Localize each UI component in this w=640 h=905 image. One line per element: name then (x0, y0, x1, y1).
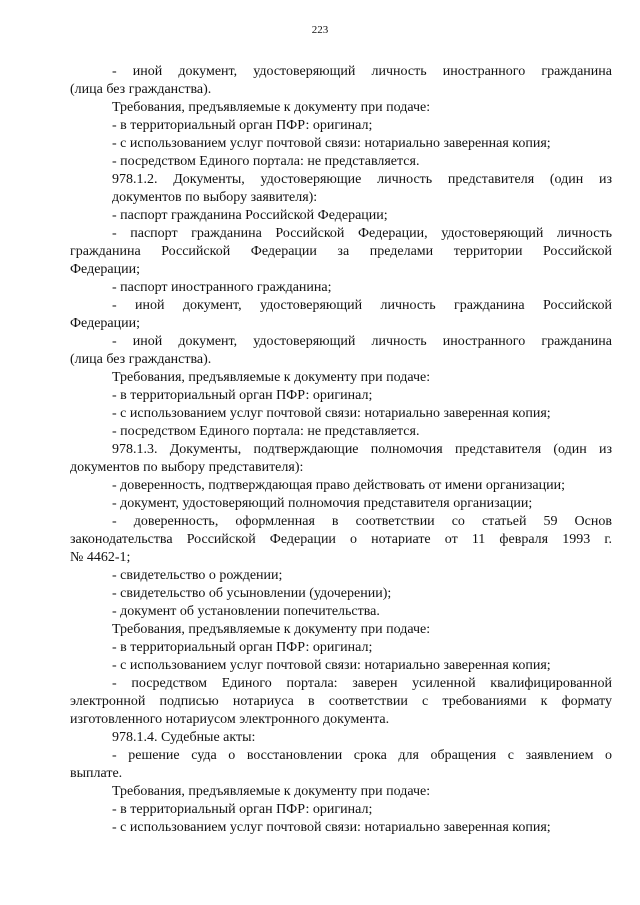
text-line: - иной документ, удостоверяющий личность гражданина Российской (112, 298, 612, 313)
text-line: - с использованием услуг почтовой связи: нотариально заверенная копия; (112, 658, 551, 673)
text-line: - с использованием услуг почтовой связи: нотариально заверенная копия; (112, 136, 551, 151)
text-line: Федерации; (70, 316, 141, 331)
text-line: - документ об установлении попечительства. (112, 604, 380, 619)
text-line: документов по выбору заявителя): (112, 190, 318, 205)
text-line: - доверенность, подтверждающая право действовать от имени организации; (112, 478, 565, 493)
text-line: - иной документ, удостоверяющий личность иностранного гражданина (112, 334, 612, 349)
text-line: - в территориальный орган ПФР: оригинал; (112, 388, 373, 403)
text-line: гражданина Российской Федерации за пределами территории Российской (70, 244, 612, 259)
text-line: (лица без гражданства). (70, 82, 212, 97)
text-line: Требования, предъявляемые к документу при подаче: (112, 370, 431, 385)
text-line: документов по выбору представителя): (70, 460, 304, 475)
text-line: электронной подписью нотариуса в соответствии с требованиями к формату (70, 694, 612, 709)
section-heading: 978.1.2. Документы, удостоверяющие личность представителя (один из (112, 172, 612, 187)
text-line: - паспорт гражданина Российской Федерации; (112, 208, 388, 223)
text-line: выплате. (70, 766, 123, 781)
text-line: № 4462-1; (70, 550, 131, 565)
text-line: - паспорт гражданина Российской Федерации, удостоверяющий личность (112, 226, 612, 241)
section-heading: 978.1.4. Судебные акты: (112, 730, 256, 745)
text-line: Требования, предъявляемые к документу при подаче: (112, 784, 431, 799)
text-line: - в территориальный орган ПФР: оригинал; (112, 640, 373, 655)
text-line: Требования, предъявляемые к документу при подаче: (112, 100, 431, 115)
text-line: - иной документ, удостоверяющий личность иностранного гражданина (112, 64, 612, 79)
text-line: изготовленного нотариусом электронного документа. (70, 712, 390, 727)
text-line: - посредством Единого портала: заверен усиленной квалифицированной (112, 676, 612, 691)
text-line: Требования, предъявляемые к документу при подаче: (112, 622, 431, 637)
section-heading: 978.1.3. Документы, подтверждающие полномочия представителя (один из (112, 442, 612, 457)
text-line: - с использованием услуг почтовой связи: нотариально заверенная копия; (112, 406, 551, 421)
text-line: - доверенность, оформленная в соответствии со статьей 59 Основ (112, 514, 612, 529)
text-line: - в территориальный орган ПФР: оригинал; (112, 118, 373, 133)
text-line: - посредством Единого портала: не представляется. (112, 154, 420, 169)
text-line: - в территориальный орган ПФР: оригинал; (112, 802, 373, 817)
text-line: - с использованием услуг почтовой связи: нотариально заверенная копия; (112, 820, 551, 835)
text-line: - паспорт иностранного гражданина; (112, 280, 332, 295)
text-line: - решение суда о восстановлении срока для обращения с заявлением о (112, 748, 612, 763)
text-line: - посредством Единого портала: не представляется. (112, 424, 420, 439)
text-line: законодательства Российской Федерации о нотариате от 11 февраля 1993 г. (70, 532, 612, 547)
text-line: (лица без гражданства). (70, 352, 212, 367)
text-line: - свидетельство об усыновлении (удочерении); (112, 586, 392, 601)
page-number: 223 (311, 24, 329, 36)
text-line: - документ, удостоверяющий полномочия представителя организации; (112, 496, 533, 511)
text-line: - свидетельство о рождении; (112, 568, 283, 583)
text-line: Федерации; (70, 262, 141, 277)
